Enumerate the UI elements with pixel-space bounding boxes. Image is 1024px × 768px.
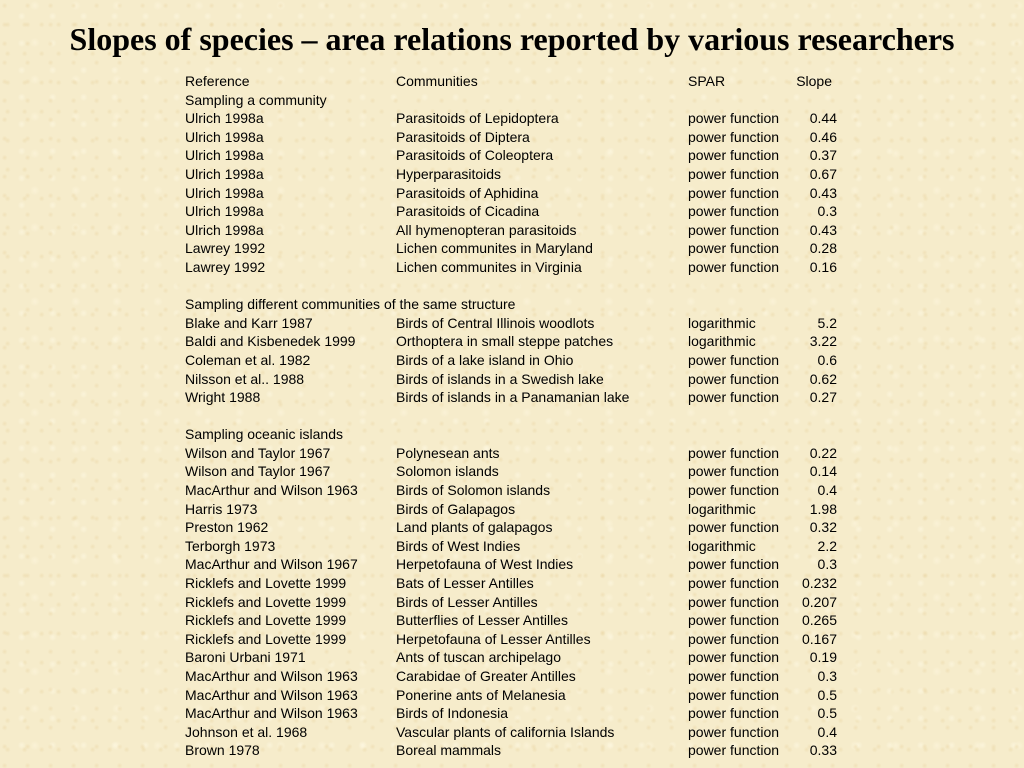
table-row bbox=[185, 146, 837, 165]
table-row bbox=[185, 444, 837, 463]
reference-cell: MacArthur and Wilson 1967 bbox=[185, 556, 358, 573]
table-row bbox=[185, 314, 837, 333]
spar-cell: power function bbox=[688, 482, 780, 499]
spar-cell: power function bbox=[688, 723, 780, 740]
spar-cell: power function bbox=[688, 389, 780, 406]
communities-cell: Birds of islands in a Panamanian lake bbox=[396, 389, 630, 406]
section-header-row bbox=[185, 91, 837, 110]
slope-cell: 0.43 bbox=[809, 221, 837, 238]
table-row bbox=[185, 388, 837, 407]
reference-cell: Ulrich 1998a bbox=[185, 128, 264, 145]
communities-cell: Polynesean ants bbox=[396, 444, 500, 461]
reference-cell: Baldi and Kisbenedek 1999 bbox=[185, 333, 356, 350]
slope-cell: 5.2 bbox=[817, 314, 837, 331]
reference-cell: Ulrich 1998a bbox=[185, 110, 264, 127]
species-area-table bbox=[185, 72, 837, 760]
slope-cell: 0.3 bbox=[817, 668, 837, 684]
communities-cell: Ponerine ants of Melanesia bbox=[396, 686, 566, 703]
slope-cell: 0.44 bbox=[809, 110, 837, 127]
spar-cell: power function bbox=[688, 630, 780, 647]
reference-cell: Harris 1973 bbox=[185, 500, 258, 517]
reference-cell: MacArthur and Wilson 1963 bbox=[185, 686, 358, 703]
spar-cell: logarithmic bbox=[688, 333, 756, 350]
header-row bbox=[185, 72, 837, 91]
spar-cell: power function bbox=[688, 444, 780, 461]
reference-cell: Ricklefs and Lovette 1999 bbox=[185, 612, 347, 629]
spar-cell: power function bbox=[688, 519, 780, 536]
spar-cell: power function bbox=[688, 668, 780, 684]
spar-cell: logarithmic bbox=[688, 537, 756, 554]
slope-cell: 0.43 bbox=[809, 184, 837, 201]
header-communities: Communities bbox=[396, 73, 478, 89]
reference-cell: Wilson and Taylor 1967 bbox=[185, 444, 331, 461]
section-label: Sampling oceanic islands bbox=[185, 426, 343, 443]
slope-cell: 0.232 bbox=[801, 575, 837, 592]
slope-cell: 0.167 bbox=[801, 630, 837, 647]
section-label: Sampling a community bbox=[185, 91, 327, 108]
communities-cell: Birds of a lake island in Ohio bbox=[396, 351, 574, 368]
spar-cell: power function bbox=[688, 649, 780, 666]
table-row bbox=[185, 165, 837, 184]
reference-cell: MacArthur and Wilson 1963 bbox=[185, 705, 358, 722]
communities-cell: Butterflies of Lesser Antilles bbox=[396, 612, 568, 629]
slope-cell: 0.19 bbox=[809, 649, 837, 666]
reference-cell: Ricklefs and Lovette 1999 bbox=[185, 593, 347, 610]
spar-cell: power function bbox=[688, 221, 780, 238]
reference-cell: Ricklefs and Lovette 1999 bbox=[185, 575, 347, 592]
reference-cell: Wright 1988 bbox=[185, 389, 261, 406]
slope-cell: 0.62 bbox=[809, 370, 837, 387]
table-row bbox=[185, 704, 837, 723]
reference-cell: Ulrich 1998a bbox=[185, 184, 264, 201]
table-row bbox=[185, 370, 837, 389]
spar-cell: power function bbox=[688, 203, 780, 220]
communities-cell: Parasitoids of Coleoptera bbox=[396, 147, 554, 164]
slope-cell: 0.37 bbox=[809, 147, 837, 164]
section-header-row bbox=[185, 425, 837, 444]
reference-cell: MacArthur and Wilson 1963 bbox=[185, 482, 358, 499]
spar-cell: power function bbox=[688, 351, 780, 368]
spar-cell: power function bbox=[688, 463, 780, 480]
communities-cell: Carabidae of Greater Antilles bbox=[396, 668, 576, 684]
table-row bbox=[185, 518, 837, 537]
reference-cell: Baroni Urbani 1971 bbox=[185, 649, 306, 666]
communities-cell: Lichen communites in Virginia bbox=[396, 258, 582, 275]
reference-cell: Terborgh 1973 bbox=[185, 537, 276, 554]
table-row bbox=[185, 109, 837, 128]
communities-cell: Orthoptera in small steppe patches bbox=[396, 333, 614, 350]
communities-cell: Herpetofauna of Lesser Antilles bbox=[396, 630, 591, 647]
slope-cell: 0.46 bbox=[809, 128, 837, 145]
slope-cell: 1.98 bbox=[809, 500, 837, 517]
communities-cell: Birds of islands in a Swedish lake bbox=[396, 370, 604, 387]
page-title: Slopes of species – area relations reported by various researchers bbox=[69, 21, 955, 57]
reference-cell: Lawrey 1992 bbox=[185, 258, 266, 275]
slope-cell: 0.4 bbox=[817, 723, 837, 740]
section-label: Sampling different communities of the same structure bbox=[185, 296, 516, 313]
slope-cell: 0.4 bbox=[817, 482, 837, 499]
spar-cell: power function bbox=[688, 258, 780, 275]
communities-cell: Ants of tuscan archipelago bbox=[396, 649, 561, 666]
communities-cell: Lichen communites in Maryland bbox=[396, 240, 593, 257]
spar-cell: power function bbox=[688, 370, 780, 387]
slope-cell: 0.3 bbox=[817, 203, 837, 220]
spar-cell: power function bbox=[688, 147, 780, 164]
spar-cell: power function bbox=[688, 165, 780, 182]
slope-cell: 2.2 bbox=[817, 537, 837, 554]
communities-cell: Birds of Lesser Antilles bbox=[396, 593, 538, 610]
communities-cell: Birds of Solomon islands bbox=[396, 482, 551, 499]
reference-cell: Johnson et al. 1968 bbox=[185, 723, 308, 740]
slope-cell: 0.14 bbox=[809, 463, 837, 480]
table-row bbox=[185, 686, 837, 705]
header-spar: SPAR bbox=[688, 73, 726, 89]
table-row bbox=[185, 500, 837, 519]
slope-cell: 3.22 bbox=[809, 333, 837, 350]
spar-cell: power function bbox=[688, 575, 780, 592]
slope-cell: 0.265 bbox=[801, 612, 837, 629]
spar-cell: power function bbox=[688, 742, 780, 759]
table-row bbox=[185, 723, 837, 742]
table-row bbox=[185, 574, 837, 593]
reference-cell: Ricklefs and Lovette 1999 bbox=[185, 630, 347, 647]
communities-cell: Parasitoids of Aphidina bbox=[396, 184, 539, 201]
communities-cell: Bats of Lesser Antilles bbox=[396, 575, 534, 592]
table-row bbox=[185, 239, 837, 258]
communities-cell: Hyperparasitoids bbox=[396, 165, 502, 182]
reference-cell: Ulrich 1998a bbox=[185, 221, 264, 238]
communities-cell: Boreal mammals bbox=[396, 742, 502, 759]
table-row bbox=[185, 128, 837, 147]
spar-cell: power function bbox=[688, 612, 780, 629]
slope-cell: 0.27 bbox=[809, 389, 837, 406]
reference-cell: Lawrey 1992 bbox=[185, 240, 266, 257]
spar-cell: power function bbox=[688, 556, 780, 573]
spar-cell: logarithmic bbox=[688, 314, 756, 331]
slope-cell: 0.67 bbox=[809, 165, 837, 182]
spar-cell: power function bbox=[688, 184, 780, 201]
table-row bbox=[185, 332, 837, 351]
table-row bbox=[185, 555, 837, 574]
communities-cell: Parasitoids of Cicadina bbox=[396, 203, 540, 220]
table-row bbox=[185, 537, 837, 556]
reference-cell: Blake and Karr 1987 bbox=[185, 314, 313, 331]
table-row bbox=[185, 462, 837, 481]
reference-cell: Ulrich 1998a bbox=[185, 203, 264, 220]
table-row bbox=[185, 481, 837, 500]
communities-cell: Birds of West Indies bbox=[396, 537, 521, 554]
communities-cell: Herpetofauna of West Indies bbox=[396, 556, 574, 573]
spar-cell: power function bbox=[688, 110, 780, 127]
reference-cell: Ulrich 1998a bbox=[185, 147, 264, 164]
table-row bbox=[185, 741, 837, 760]
spar-cell: logarithmic bbox=[688, 500, 756, 517]
slope-cell: 0.6 bbox=[817, 351, 837, 368]
slope-cell: 0.33 bbox=[809, 742, 837, 759]
slope-cell: 0.5 bbox=[817, 686, 837, 703]
table-row bbox=[185, 667, 837, 686]
slope-cell: 0.16 bbox=[809, 258, 837, 275]
communities-cell: Land plants of galapagos bbox=[396, 519, 553, 536]
spar-cell: power function bbox=[688, 686, 780, 703]
spar-cell: power function bbox=[688, 705, 780, 722]
reference-cell: Preston 1962 bbox=[185, 519, 269, 536]
reference-cell: Ulrich 1998a bbox=[185, 165, 264, 182]
table-row bbox=[185, 202, 837, 221]
reference-cell: Wilson and Taylor 1967 bbox=[185, 463, 331, 480]
table-body bbox=[185, 91, 837, 760]
slope-cell: 0.3 bbox=[817, 556, 837, 573]
slope-cell: 0.28 bbox=[809, 240, 837, 257]
table-row bbox=[185, 221, 837, 240]
table-row bbox=[185, 648, 837, 667]
reference-cell: MacArthur and Wilson 1963 bbox=[185, 668, 358, 684]
communities-cell: Birds of Galapagos bbox=[396, 500, 516, 517]
communities-cell: Vascular plants of california Islands bbox=[396, 723, 615, 740]
table-row bbox=[185, 593, 837, 612]
communities-cell: Solomon islands bbox=[396, 463, 499, 480]
table-row bbox=[185, 611, 837, 630]
slope-cell: 0.5 bbox=[817, 705, 837, 722]
reference-cell: Coleman et al. 1982 bbox=[185, 351, 311, 368]
spar-cell: power function bbox=[688, 593, 780, 610]
reference-cell: Brown 1978 bbox=[185, 742, 260, 759]
section-spacer bbox=[185, 407, 837, 426]
header-slope: Slope bbox=[796, 73, 832, 89]
slope-cell: 0.22 bbox=[809, 444, 837, 461]
communities-cell: All hymenopteran parasitoids bbox=[396, 221, 577, 238]
section-header-row bbox=[185, 295, 837, 314]
table-row bbox=[185, 351, 837, 370]
reference-cell: Nilsson et al.. 1988 bbox=[185, 370, 305, 387]
section-spacer bbox=[185, 277, 837, 296]
spar-cell: power function bbox=[688, 128, 780, 145]
communities-cell: Birds of Indonesia bbox=[396, 705, 509, 722]
communities-cell: Birds of Central Illinois woodlots bbox=[396, 314, 595, 331]
communities-cell: Parasitoids of Lepidoptera bbox=[396, 110, 559, 127]
slope-cell: 0.207 bbox=[801, 593, 837, 610]
table-row bbox=[185, 258, 837, 277]
table-row bbox=[185, 184, 837, 203]
spar-cell: power function bbox=[688, 240, 780, 257]
communities-cell: Parasitoids of Diptera bbox=[396, 128, 530, 145]
header-reference: Reference bbox=[185, 73, 250, 89]
table-row bbox=[185, 630, 837, 649]
slope-cell: 0.32 bbox=[809, 519, 837, 536]
